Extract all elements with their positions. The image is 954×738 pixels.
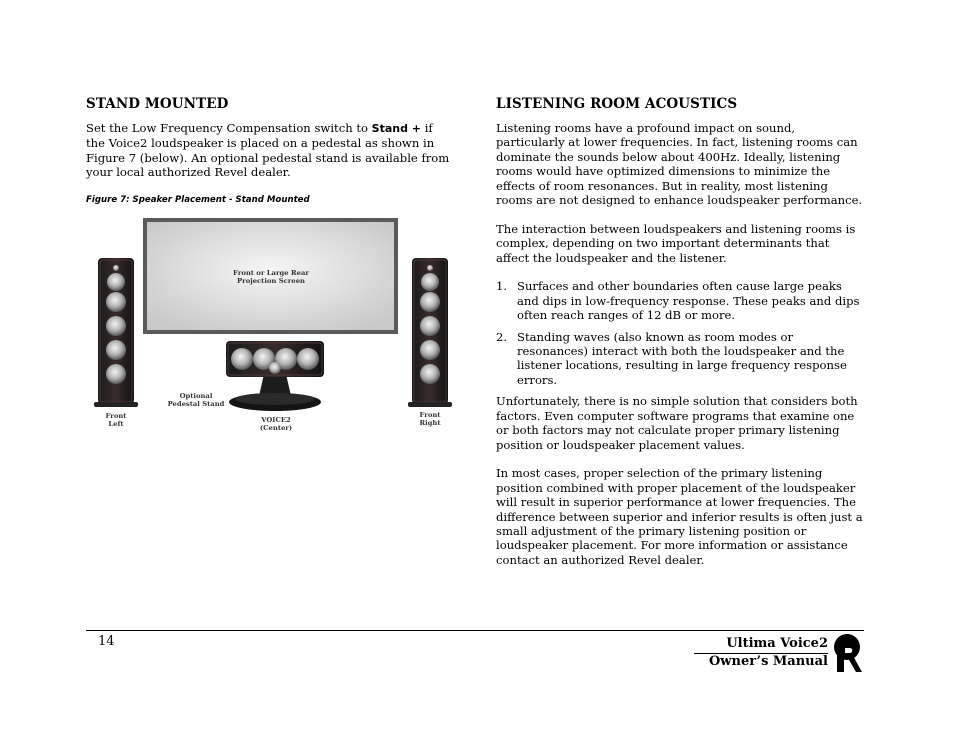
pedestal-label <box>161 392 231 408</box>
list-number: 2. <box>496 329 508 344</box>
acoustics-paragraph-4: In most cases, proper selection of the primary listening position combined with proper placement of the loudspeaker will result in superior performance at lower frequencies. The difference between superior and inferior results is often just a small adjustment of the primary listening position or loudspeaker placement. For more information or assistance contact an authorized Revel dealer. <box>496 466 863 567</box>
acoustics-paragraph-3: Unfortunately, there is no simple solution that considers both factors. Even computer software programs that examine one or both factors may not calculate proper primary listening position or loudspeaker placement values. <box>496 394 858 452</box>
para-text: Set the Low Frequency Compensation switch to <box>86 121 372 135</box>
front-right-label-line: Front <box>419 411 441 419</box>
screen-label <box>221 269 321 285</box>
front-right-label-line: Right <box>419 419 441 427</box>
section-heading-listening-room: LISTENING ROOM ACOUSTICS <box>496 96 738 112</box>
manual-title-line-1: Ultima Voice2 <box>694 636 828 654</box>
page-number: 14 <box>98 634 115 649</box>
revel-logo <box>832 632 864 680</box>
footer-divider <box>86 630 864 631</box>
screen-label-line: Front or Large Rear <box>233 269 309 277</box>
acoustics-paragraph-2: The interaction between loudspeakers and listening rooms is complex, depending on two important determinants that affect the loudspeaker and the listener. <box>496 221 856 265</box>
front-left-label <box>94 412 138 428</box>
front-left-label-line: Front <box>105 412 127 420</box>
pedestal-label-line: Pedestal Stand <box>167 400 225 408</box>
list-text: Surfaces and other boundaries often cause large peaks and dips in low-frequency response. These peaks and dips often reach ranges of 12 dB or more. <box>517 279 860 323</box>
stand-mounted-paragraph <box>86 121 454 180</box>
front-left-speaker <box>94 258 138 407</box>
center-label-line: (Center) <box>259 424 293 432</box>
list-number: 1. <box>496 279 508 294</box>
pedestal-label-line: Optional <box>179 392 213 400</box>
list-text: Standing waves (also known as room modes or resonances) interact with both the loudspeaker and the listener locations, resulting in large frequency response errors. <box>517 329 847 387</box>
center-speaker-on-pedestal <box>226 341 324 411</box>
speaker-placement-figure <box>86 216 456 442</box>
manual-title <box>694 636 828 670</box>
list-item <box>496 330 864 388</box>
center-label <box>246 416 306 432</box>
figure-caption: Figure 7: Speaker Placement - Stand Mounted <box>86 194 310 205</box>
switch-setting: Stand + <box>371 122 422 135</box>
center-label-line: VOICE2 <box>261 416 291 424</box>
front-right-speaker <box>408 258 452 407</box>
manual-title-line-2: Owner’s Manual <box>708 654 828 669</box>
screen-label-line: Projection Screen <box>237 277 305 285</box>
list-item <box>496 279 864 322</box>
left-column <box>86 96 454 205</box>
right-column <box>496 96 864 582</box>
section-heading-stand-mounted: STAND MOUNTED <box>86 96 229 112</box>
determinants-list <box>496 279 864 387</box>
para-text: if the Voice2 loudspeaker is placed on a pedestal as shown in Figure 7 (below). An optional pedestal stand is available from your local authorized Revel dealer. <box>86 121 450 180</box>
front-left-label-line: Left <box>108 420 124 428</box>
revel-logo-icon <box>832 632 864 680</box>
acoustics-paragraph-1: Listening rooms have a profound impact on sound, particularly at lower frequencies. In fact, listening rooms can dominate the sounds below about 400Hz. Ideally, listening rooms would have optimized dimensions to minimize the effects of room resonances. But in reality, most listening rooms are not designed to enhance loudspeaker performance. <box>496 121 863 208</box>
speaker-placement-illustration <box>86 216 456 442</box>
front-right-label <box>408 411 452 427</box>
